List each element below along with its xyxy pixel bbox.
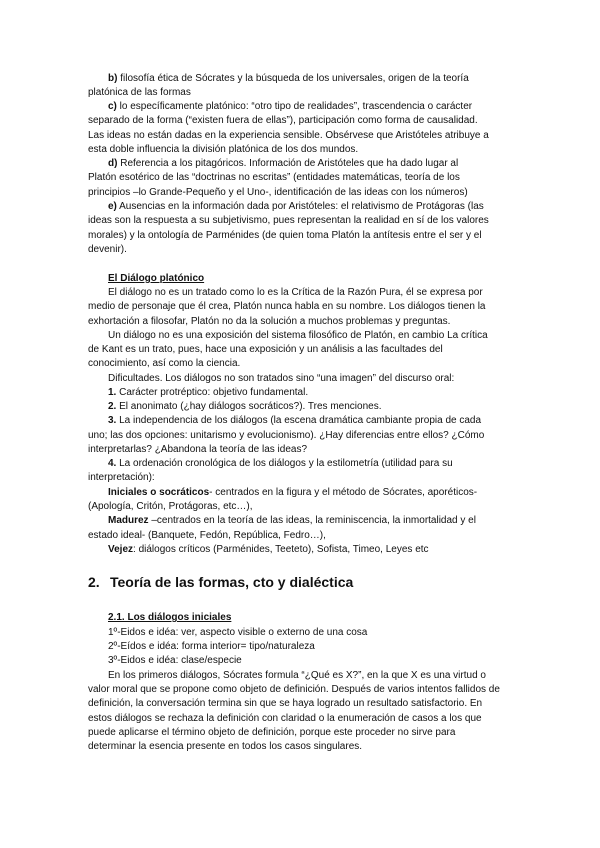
line-text: exhortación a filosofar, Platón no da la solución a muchos problemas y preguntas. [88,316,451,327]
text-line [88,114,478,128]
text-line [88,712,482,726]
text-line [108,329,488,343]
line-text: principios –lo Grande-Pequeño y el Uno-, identificación de las ideas con los números) [88,187,468,198]
line-text: filosofía ética de Sócrates y la búsqueda de los universales, origen de la teoría [117,73,469,84]
text-line [88,214,489,228]
text-line [88,86,191,100]
line-text: Platón esotérico de las “doctrinas no escritas” (entidades matemáticas, teoría de los [88,172,460,183]
text-line [88,443,307,457]
text-line [88,243,127,257]
text-line [88,697,482,711]
line-text: Un diálogo no es una exposición del sistema filosófico de Platón, en cambio La crítica [108,330,488,341]
text-line [88,471,155,485]
line-text: –centrados en la teoría de las ideas, la reminiscencia, la inmortalidad y el [148,515,476,526]
section-title: Teoría de las formas, cto y dialéctica [110,574,354,590]
line-text: La independencia de los diálogos (la escena dramática cambiante propia de cada [116,415,482,426]
item-label: 1. [108,387,117,398]
line-text: interpretación): [88,472,155,483]
line-text: devenir). [88,244,127,255]
line-text: La ordenación cronológica de los diálogos y la estilometría (utilidad para su [116,458,453,469]
text-line [108,72,469,86]
subheading-dialogos-iniciales: 2.1. Los diálogos iniciales [108,612,232,623]
text-line [108,543,429,557]
line-text: interpretarlas? ¿Abandona la teoría de las ideas? [88,444,308,455]
line-text: medio de personaje que él crea, Platón nunca habla en su nombre. Los diálogos tienen la [88,301,486,312]
line-text: determinar la esencia presente en todos los casos singulares. [88,741,363,752]
text-line [88,683,500,697]
line-text: El anonimato (¿hay diálogos socráticos?). Tres menciones. [116,401,382,412]
text-line [108,457,453,471]
text-line [108,654,242,668]
item-label: 4. [108,458,117,469]
text-line [88,129,489,143]
text-line [108,157,458,171]
line-text: de Kant es un trato, pues, hace una exposición y un análisis a las facultades del [88,344,443,355]
text-line [108,669,486,683]
item-label: 3. [108,415,117,426]
text-line [88,143,358,157]
text-line [108,100,472,114]
line-text: Carácter protréptico: objetivo fundamental. [116,387,309,398]
line-text: Las ideas no están dadas en la experiencia sensible. Obsérvese que Aristóteles atribuye a [88,130,489,141]
text-line [108,286,483,300]
text-line [88,740,362,754]
line-text: conocimiento, así como la ciencia. [88,358,241,369]
line-text: estos diálogos se rechaza la definición con claridad o la enumeración de casos a los que [88,713,482,724]
line-text: estado ideal- (Banquete, Fedón, República, Fedro…), [88,530,326,541]
text-line [108,626,367,640]
item-label: b) [108,73,118,84]
item-label: 2. [108,401,117,412]
text-line [88,529,326,543]
line-text: puede aplicarse el término objeto de definición, porque este proceder no sirve para [88,727,456,738]
line-text: valor moral que se propone como objeto de definición. Después de varios intentos fallidos de [88,684,500,695]
text-line [88,300,486,314]
line-text: (Apología, Critón, Protágoras, etc…), [88,501,253,512]
line-text: 2º-Eídos e idéa: forma interior= tipo/naturaleza [108,641,315,652]
line-text: : diálogos críticos (Parménides, Teeteto), Sofista, Timeo, Leyes etc [133,544,429,555]
text-line [88,186,468,200]
text-line [108,514,476,528]
text-line [108,414,481,428]
text-line [88,429,484,443]
item-label: d) [108,158,118,169]
section-number: 2. [88,574,100,590]
text-line [108,372,454,386]
line-text: El diálogo no es un tratado como lo es la Crítica de la Razón Pura, él se expresa por [108,287,483,298]
line-text: definición, la conversación termina sin que se haya logrado un resultado satisfactorio. En [88,698,483,709]
item-label: Vejez [108,544,134,555]
line-text: uno; las dos opciones: unitarismo y evolucionismo). ¿Hay diferencias entre ellos? ¿Cómo [88,430,485,441]
text-line [88,343,443,357]
text-line [88,229,482,243]
text-line [108,640,315,654]
text-line [88,500,253,514]
text-line [108,400,381,414]
line-text: En los primeros diálogos, Sócrates formula “¿Qué es X?”, en la que X es una virtud o [108,670,486,681]
line-text: morales) y la ontología de Parménides (de quien toma Platón la antítesis entre el ser y el [88,230,482,241]
text-line [88,726,455,740]
line-text: ideas son la respuesta a su subjetivismo, pues representan la realidad en sí de los valores [88,215,489,226]
subheading-dialogo-platonico: El Diálogo platónico [108,273,205,284]
item-label: e) [108,201,117,212]
item-label: Iniciales o socráticos [108,487,210,498]
line-text: separado de la forma (“existen fuera de ellas”), participación como forma de causalidad. [88,115,478,126]
text-line [88,171,460,185]
line-text: platónica de las formas [88,87,191,98]
line-text: Dificultades. Los diálogos no son tratados sino “una imagen” del discurso oral: [108,373,455,384]
line-text: lo específicamente platónico: “otro tipo de realidades”, trascendencia o carácter [116,101,473,112]
text-line [108,486,477,500]
text-line [88,357,240,371]
text-line [108,200,484,214]
line-text: - centrados en la figura y el método de Sócrates, aporéticos- [209,487,478,498]
line-text: Ausencias en la información dada por Aristóteles: el relativismo de Protágoras (las [116,201,484,212]
line-text: Referencia a los pitagóricos. Información de Aristóteles que ha dado lugar al [117,158,459,169]
line-text: esta doble influencia la división platónica de los dos mundos. [88,144,359,155]
text-line [108,386,308,400]
line-text: 1º-Eidos e idéa: ver, aspecto visible o externo de una cosa [108,627,368,638]
text-line [88,315,450,329]
section-heading [88,574,353,590]
item-label: Madurez [108,515,149,526]
line-text: 3º-Eidos e idéa: clase/especie [108,655,242,666]
item-label: c) [108,101,117,112]
